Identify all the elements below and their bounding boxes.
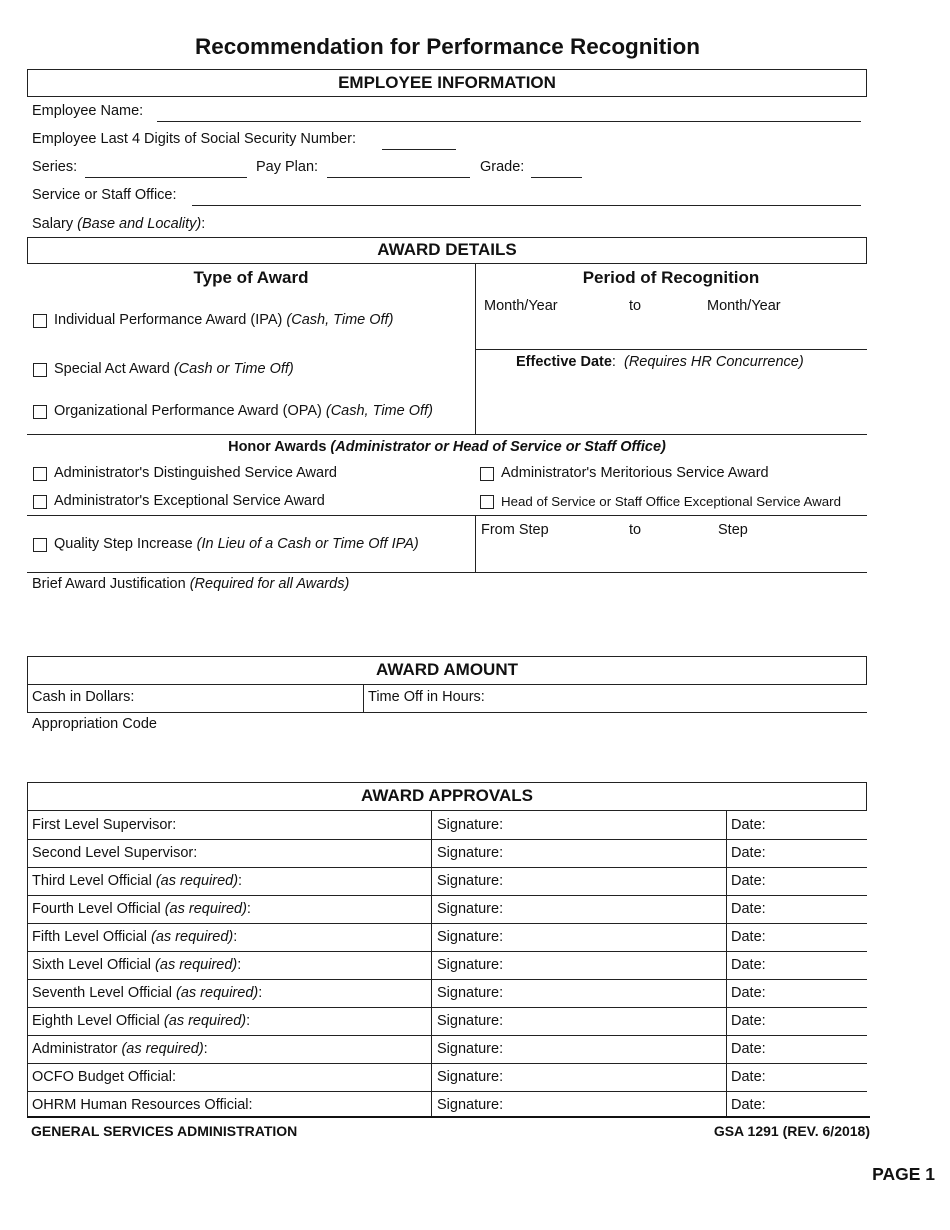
- signature-field[interactable]: Signature:: [437, 957, 504, 973]
- approvals-signature-divider: [431, 811, 432, 1117]
- approval-official-colon: :: [203, 1041, 208, 1057]
- signature-field[interactable]: Signature:: [437, 1069, 504, 1085]
- opa-label: [54, 403, 433, 419]
- approvals-left-edge: [27, 811, 28, 1117]
- approval-official-note: (as required): [164, 901, 247, 917]
- approval-row-label: [32, 817, 176, 833]
- qsi-divider: [475, 515, 476, 572]
- ipa-label: [54, 312, 393, 328]
- qsi-label: [54, 536, 419, 552]
- approval-row-rule: [27, 1035, 867, 1036]
- approval-official: Seventh Level Official: [32, 985, 177, 1001]
- approval-row-rule: [27, 923, 867, 924]
- ssn-label: Employee Last 4 Digits of Social Security Number:: [32, 131, 356, 147]
- approval-official: First Level Supervisor:: [32, 817, 177, 833]
- approval-official-note: (as required): [155, 873, 239, 889]
- approval-row-rule: [27, 895, 867, 896]
- effective-date-label: [516, 354, 804, 370]
- honor-awards-note: (Administrator or Head of Service or Staff Office): [330, 439, 666, 455]
- employee-name-field[interactable]: [157, 121, 861, 122]
- signature-field[interactable]: Signature:: [437, 1097, 504, 1113]
- approval-official-colon: :: [246, 1013, 251, 1029]
- qsi-bottom-rule: [27, 572, 867, 573]
- grade-field[interactable]: [531, 177, 582, 178]
- signature-field[interactable]: Signature:: [437, 929, 504, 945]
- approval-official-colon: :: [237, 957, 242, 973]
- adm-distinguished-label: Administrator's Distinguished Service Award: [54, 465, 337, 481]
- to-step-label: Step: [718, 522, 748, 538]
- honor-awards-top-rule: [27, 434, 867, 435]
- award-amount-divider: [363, 685, 364, 712]
- period-end-label: Month/Year: [707, 298, 781, 314]
- award-amount-heading: AWARD AMOUNT: [376, 660, 518, 679]
- approval-row-rule: [27, 951, 867, 952]
- signature-field[interactable]: Signature:: [437, 1013, 504, 1029]
- approval-official: Eighth Level Official: [32, 1013, 164, 1029]
- signature-field[interactable]: Signature:: [437, 873, 504, 889]
- approval-row-rule: [27, 867, 867, 868]
- approval-row-label: [32, 873, 242, 889]
- date-field[interactable]: Date:: [731, 985, 766, 1001]
- effective-date-note: (Requires HR Concurrence): [624, 354, 804, 370]
- service-office-field[interactable]: [192, 205, 861, 206]
- approval-official-note: (as required): [155, 957, 238, 973]
- approval-row-label: [32, 845, 197, 861]
- approval-official: Fourth Level Official: [32, 901, 165, 917]
- approval-official-note: (as required): [121, 1041, 204, 1057]
- approval-row-rule: [27, 839, 867, 840]
- ipa-checkbox[interactable]: [33, 314, 47, 328]
- from-step-label: From Step: [481, 522, 549, 538]
- date-field[interactable]: Date:: [731, 901, 766, 917]
- form-title: Recommendation for Performance Recognition: [194, 34, 701, 59]
- approval-official: Administrator: [32, 1041, 122, 1057]
- special-act-checkbox[interactable]: [33, 363, 47, 377]
- employee-name-label: Employee Name:: [32, 103, 144, 119]
- approval-row-label: [32, 1013, 250, 1029]
- adm-exceptional-label: Administrator's Exceptional Service Award: [54, 493, 325, 509]
- approval-official-colon: :: [238, 873, 243, 889]
- approval-official: Second Level Supervisor:: [32, 845, 198, 861]
- approval-row-rule: [27, 979, 867, 980]
- honor-awards-label: Honor Awards: [228, 439, 327, 455]
- signature-field[interactable]: Signature:: [437, 985, 504, 1001]
- ipa-label-text: Individual Performance Award (IPA): [54, 312, 283, 328]
- appropriation-label: Appropriation Code: [32, 716, 157, 732]
- opa-label-text: Organizational Performance Award (OPA): [54, 403, 322, 419]
- approval-official-note: (as required): [163, 1013, 247, 1029]
- qsi-note: (In Lieu of a Cash or Time Off IPA): [196, 536, 419, 552]
- qsi-checkbox[interactable]: [33, 538, 47, 552]
- approval-official-colon: :: [233, 929, 238, 945]
- date-field[interactable]: Date:: [731, 1069, 766, 1085]
- approval-row-label: [32, 1069, 176, 1085]
- special-act-note: (Cash or Time Off): [173, 361, 294, 377]
- date-field[interactable]: Date:: [731, 845, 766, 861]
- date-field[interactable]: Date:: [731, 929, 766, 945]
- adm-exceptional-checkbox[interactable]: [33, 495, 47, 509]
- effective-date-text: Effective Date: [516, 354, 612, 370]
- adm-distinguished-checkbox[interactable]: [33, 467, 47, 481]
- approval-row-label: [32, 929, 237, 945]
- time-off-label: Time Off in Hours:: [368, 689, 485, 705]
- approval-row-label: [32, 985, 262, 1001]
- approval-row-label: [32, 957, 241, 973]
- ssn-field[interactable]: [382, 149, 456, 150]
- type-of-award-heading: Type of Award: [193, 268, 309, 287]
- ipa-note: (Cash, Time Off): [286, 312, 394, 328]
- approval-row-label: [32, 1041, 208, 1057]
- head-exceptional-label: Head of Service or Staff Office Exceptional Service Award: [501, 494, 841, 509]
- service-office-label: Service or Staff Office:: [32, 187, 177, 203]
- approval-official: Sixth Level Official: [32, 957, 156, 973]
- award-amount-bottom-rule: [27, 712, 867, 713]
- justification-label-text: Brief Award Justification: [32, 576, 186, 592]
- pay-plan-field[interactable]: [327, 177, 470, 178]
- signature-field[interactable]: Signature:: [437, 1041, 504, 1057]
- series-label: Series:: [32, 159, 78, 175]
- approval-official-colon: :: [246, 901, 251, 917]
- date-field[interactable]: Date:: [731, 957, 766, 973]
- qsi-label-text: Quality Step Increase: [54, 536, 193, 552]
- approval-official-colon: :: [258, 985, 263, 1001]
- approval-row-label: [32, 1097, 253, 1113]
- honor-awards-heading: [27, 439, 867, 455]
- special-act-label-text: Special Act Award: [54, 361, 170, 377]
- date-field[interactable]: Date:: [731, 1013, 766, 1029]
- justification-label: [32, 576, 349, 592]
- head-exceptional-checkbox[interactable]: [480, 495, 494, 509]
- date-field[interactable]: Date:: [731, 817, 766, 833]
- period-divider: [475, 349, 867, 350]
- special-act-label: [54, 361, 294, 377]
- approval-row-rule: [27, 1091, 867, 1092]
- approvals-heading: AWARD APPROVALS: [361, 786, 533, 805]
- award-details-heading: AWARD DETAILS: [377, 240, 517, 259]
- page-number: PAGE 1: [872, 1164, 935, 1184]
- period-heading: Period of Recognition: [582, 268, 760, 287]
- footer-agency: GENERAL SERVICES ADMINISTRATION: [31, 1123, 298, 1139]
- series-field[interactable]: [85, 177, 247, 178]
- salary-note: (Base and Locality): [77, 216, 202, 232]
- signature-field[interactable]: Signature:: [437, 845, 504, 861]
- opa-checkbox[interactable]: [33, 405, 47, 419]
- approvals-bottom-rule: [27, 1116, 870, 1118]
- step-to-label: to: [629, 522, 642, 538]
- employee-info-heading: EMPLOYEE INFORMATION: [338, 73, 556, 92]
- adm-meritorious-checkbox[interactable]: [480, 467, 494, 481]
- qsi-top-rule: [27, 515, 867, 516]
- signature-field[interactable]: Signature:: [437, 901, 504, 917]
- salary-label-text: Salary: [32, 216, 74, 232]
- period-start-label: Month/Year: [484, 298, 558, 314]
- effective-date-colon: :: [611, 354, 616, 370]
- cash-label: Cash in Dollars:: [32, 689, 135, 705]
- approval-official-note: (as required): [176, 985, 259, 1001]
- approvals-date-divider: [726, 811, 727, 1117]
- approval-row-rule: [27, 1007, 867, 1008]
- award-amount-left-edge: [27, 685, 28, 712]
- approval-official-note: (as required): [151, 929, 234, 945]
- approval-official: Third Level Official: [32, 873, 156, 889]
- justification-field[interactable]: [28, 596, 866, 652]
- approval-row-label: [32, 901, 251, 917]
- approval-official: OHRM Human Resources Official:: [32, 1097, 253, 1113]
- grade-label: Grade:: [480, 159, 525, 175]
- signature-field[interactable]: Signature:: [437, 817, 504, 833]
- pay-plan-label: Pay Plan:: [256, 159, 319, 175]
- date-field[interactable]: Date:: [731, 873, 766, 889]
- approval-row-rule: [27, 1063, 867, 1064]
- date-field[interactable]: Date:: [731, 1041, 766, 1057]
- approval-official: OCFO Budget Official:: [32, 1069, 176, 1085]
- approval-official: Fifth Level Official: [32, 929, 152, 945]
- salary-colon: :: [201, 216, 206, 232]
- justification-note: (Required for all Awards): [189, 576, 350, 592]
- salary-label: [32, 216, 205, 232]
- adm-meritorious-label: Administrator's Meritorious Service Award: [501, 465, 769, 481]
- period-to-label: to: [629, 298, 642, 314]
- opa-note: (Cash, Time Off): [325, 403, 433, 419]
- footer-form-number: GSA 1291 (REV. 6/2018): [713, 1123, 870, 1139]
- date-field[interactable]: Date:: [731, 1097, 766, 1113]
